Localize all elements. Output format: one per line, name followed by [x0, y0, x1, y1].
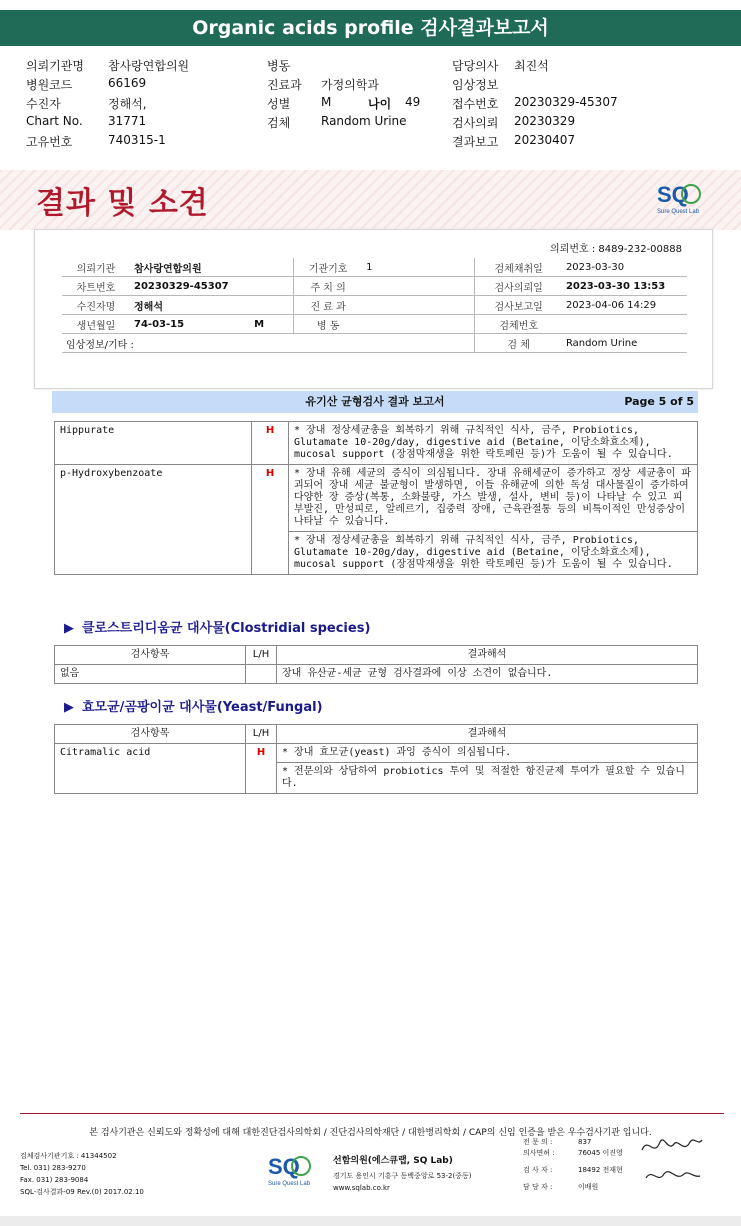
interpretation: * 장내 정상세균총을 회복하기 위해 규칙적인 식사, 금주, Probiotics, Glutamate 10-20g/day, digestive aid (Betaine, 이당소화효소제), mucosal support (장점막재생을 위한 락토페린 등)가 도움이 될 수 있습니다. — [289, 422, 698, 465]
patient-field-value — [362, 315, 475, 334]
header-value: 정해석, — [108, 97, 147, 111]
sq-logo — [655, 180, 711, 216]
header-value: 참사랑연합의원 — [108, 59, 190, 73]
header-label: 결과보고 — [452, 135, 499, 149]
header-value: 20230407 — [514, 133, 576, 147]
column-header: 결과해석 — [277, 646, 698, 665]
header-value: 최진석 — [514, 59, 549, 73]
header-value: 20230329 — [514, 114, 576, 128]
patient-field-value: 정해석 — [130, 296, 294, 315]
patient-field-label: 수진자명 — [62, 296, 130, 315]
lh-flag: H — [246, 744, 277, 794]
patient-field-label: 검사보고일 — [475, 296, 562, 315]
interpretation: * 장내 효모균(yeast) 과잉 증식이 의심됩니다. — [277, 744, 698, 763]
lab-address: 경기도 용인시 기흥구 동백중앙로 53-2(중동) — [333, 1172, 472, 1180]
header-label: 성별 — [267, 97, 291, 111]
report-title: Organic acids profile 검사결과보고서 — [0, 10, 741, 46]
header-label: 접수번호 — [452, 97, 499, 111]
banner-title: 결과 및 소견 — [36, 186, 209, 221]
patient-row — [62, 334, 687, 353]
header-value: Random Urine — [321, 114, 407, 128]
header-label: 병원코드 — [26, 78, 73, 92]
specimen-label: 검 체 — [475, 334, 562, 353]
test-item: 없음 — [55, 665, 246, 684]
header-label: 의뢰기관명 — [26, 59, 84, 73]
staff-label: 검 사 자 : — [523, 1166, 553, 1174]
table-header — [55, 725, 698, 744]
header-label: 담당의사 — [452, 59, 499, 73]
patient-field-label: 검사의뢰일 — [475, 277, 562, 296]
bottom-strip — [0, 1216, 741, 1226]
column-header: L/H — [246, 646, 277, 665]
patient-field-label: 의뢰기관 — [62, 258, 130, 277]
patient-field-value — [562, 315, 687, 334]
header-value: 740315-1 — [108, 133, 166, 147]
lab-name: 선함의원(에스큐랩, SQ Lab) — [333, 1156, 453, 1166]
interpretation: * 전문의와 상담하여 probiotics 투여 및 적절한 항진균제 투여가 필요할 수 있습니다. — [277, 763, 698, 794]
staff-label: 전 문 의 : — [523, 1138, 553, 1146]
test-item: Citramalic acid — [55, 744, 246, 794]
test-item: Hippurate — [55, 422, 252, 465]
patient-field-value — [130, 315, 294, 334]
header-label: Chart No. — [26, 114, 83, 128]
logo-text: SQ — [657, 182, 689, 207]
staff-value: 837 — [578, 1138, 592, 1146]
staff-value: 18492 전재현 — [578, 1166, 623, 1174]
lab-website: www.sqlab.co.kr — [333, 1184, 390, 1192]
column-header: 검사항목 — [55, 646, 246, 665]
patient-row — [62, 296, 687, 315]
header-value: 가정의학과 — [321, 78, 379, 92]
logo-subtext: Sure Quest Lab — [657, 209, 700, 215]
header-label: 수진자 — [26, 97, 61, 111]
table-row — [55, 465, 698, 532]
patient-field-label: 생년월일 — [62, 315, 130, 334]
table-header — [55, 646, 698, 665]
staff-value: 이배원 — [578, 1183, 599, 1191]
patient-field-label: 차트번호 — [62, 277, 130, 296]
request-number: 의뢰번호 : 8489-232-00888 — [550, 244, 682, 255]
specimen-value: Random Urine — [562, 334, 687, 353]
interpretation: * 장내 유해 세균의 증식이 의심됩니다. 장내 유해세균이 증가하고 정상 세균총이 파괴되어 장내 세균 불균형이 발생하면, 이들 유해균에 의한 독성 대사물질이 증가하여 다양한 장 증상(복통, 소화불량, 가스 발생, 설사, 변비 등)이 나타날 수 있고 피부발진, 만성피로, 알레르기, 집중력 장애, 근육관절통 등의 비특이적인 만성증상이 나타날 수 있습니다. — [289, 465, 698, 532]
lh-flag: H — [252, 422, 289, 465]
footer-contact-line: 검체검사기관기호 : 41344502 — [20, 1152, 117, 1160]
table-row — [55, 665, 698, 684]
results-table-2 — [54, 645, 698, 684]
column-header: 결과해석 — [277, 725, 698, 744]
header-label: 고유번호 — [26, 135, 73, 149]
footer-contact-line: Fax. 031) 283-9084 — [20, 1176, 89, 1184]
patient-field-value: 2023-03-30 13:53 — [562, 277, 687, 296]
interpretation: 장내 유산균-세균 균형 검사결과에 이상 소견이 없습니다. — [277, 665, 698, 684]
header-value: M — [321, 95, 332, 109]
clinical-info-label: 임상정보/기타 : — [62, 334, 475, 353]
age-value: 49 — [405, 95, 421, 109]
results-table-1 — [54, 421, 698, 575]
header-value: 20230329-45307 — [514, 95, 618, 109]
staff-label: 담 당 자 : — [523, 1183, 553, 1191]
section-yeast: ▶ 효모균/곰팡이균 대사물(Yeast/Fungal) — [64, 700, 323, 715]
footer-logo-subtext: Sure Quest Lab — [268, 1181, 311, 1187]
patient-field-label: 검체채취일 — [475, 258, 562, 277]
test-item: p-Hydroxybenzoate — [55, 465, 252, 575]
header-label: 검사의뢰 — [452, 116, 499, 130]
lh-flag — [246, 665, 277, 684]
column-header: L/H — [246, 725, 277, 744]
patient-field-label: 병 동 — [294, 315, 363, 334]
header-value: 66169 — [108, 76, 147, 90]
footer-sq-logo — [266, 1152, 320, 1188]
header-label: 진료과 — [267, 78, 302, 92]
footer-contact-line: Tel. 031) 283-9270 — [20, 1164, 86, 1172]
patient-row — [62, 315, 687, 334]
patient-sex: M — [254, 318, 265, 330]
patient-field-label: 검체번호 — [475, 315, 562, 334]
patient-field-value: 2023-03-30 — [562, 258, 687, 277]
patient-field-value — [362, 296, 475, 315]
footer-divider — [20, 1113, 724, 1114]
patient-field-value: 20230329-45307 — [130, 277, 294, 296]
staff-value: 76045 이진영 — [578, 1149, 623, 1157]
patient-row — [62, 277, 687, 296]
patient-row — [62, 258, 687, 277]
table-row — [55, 744, 698, 763]
interpretation: * 장내 정상세균총을 회복하기 위해 규칙적인 식사, 금주, Probiotics, Glutamate 10-20g/day, digestive aid (Betaine, 이당소화효소제), mucosal support (장점막재생을 위한 락토페린 등)가 도움이 될 수 있습니다. — [289, 532, 698, 575]
patient-field-label: 기관기호 — [294, 258, 363, 277]
header-label: 병동 — [267, 59, 291, 73]
results-table-3 — [54, 724, 698, 794]
table-row — [55, 422, 698, 465]
patient-field-value: 참사랑연합의원 — [130, 258, 294, 277]
section-clostridial: ▶ 클로스트리디움균 대사물(Clostridial species) — [64, 621, 371, 636]
patient-field-value — [362, 277, 475, 296]
patient-table — [62, 258, 687, 353]
report-bar — [52, 391, 698, 413]
patient-field-value: 2023-04-06 14:29 — [562, 296, 687, 315]
footer-note: 본 검사기관은 신뢰도와 정확성에 대해 대한진단검사의학회 / 진단검사의학재단 / 대한병리학회 / CAP의 신임 인증을 받은 우수검사기관 입니다. — [89, 1128, 652, 1138]
patient-field-label: 주 치 의 — [294, 277, 363, 296]
footer-contact-line: SQL-검사결과-09 Rev.(0) 2017.02.10 — [20, 1188, 144, 1196]
header-label: 임상정보 — [452, 78, 499, 92]
age-label: 나이 — [368, 97, 392, 111]
page-indicator: Page 5 of 5 — [624, 395, 694, 408]
staff-label: 의사면허 : — [523, 1149, 555, 1157]
footer-logo-text: SQ — [268, 1154, 300, 1179]
header-value: 31771 — [108, 114, 147, 128]
header-label: 검체 — [267, 116, 291, 130]
birth-date: 74-03-15 — [134, 318, 185, 330]
patient-field-value: 1 — [362, 258, 475, 277]
lh-flag: H — [252, 465, 289, 575]
patient-field-label: 진 료 과 — [294, 296, 363, 315]
signatures — [638, 1132, 708, 1192]
column-header: 검사항목 — [55, 725, 246, 744]
report-bar-title: 유기산 균형검사 결과 보고서 — [305, 395, 445, 408]
